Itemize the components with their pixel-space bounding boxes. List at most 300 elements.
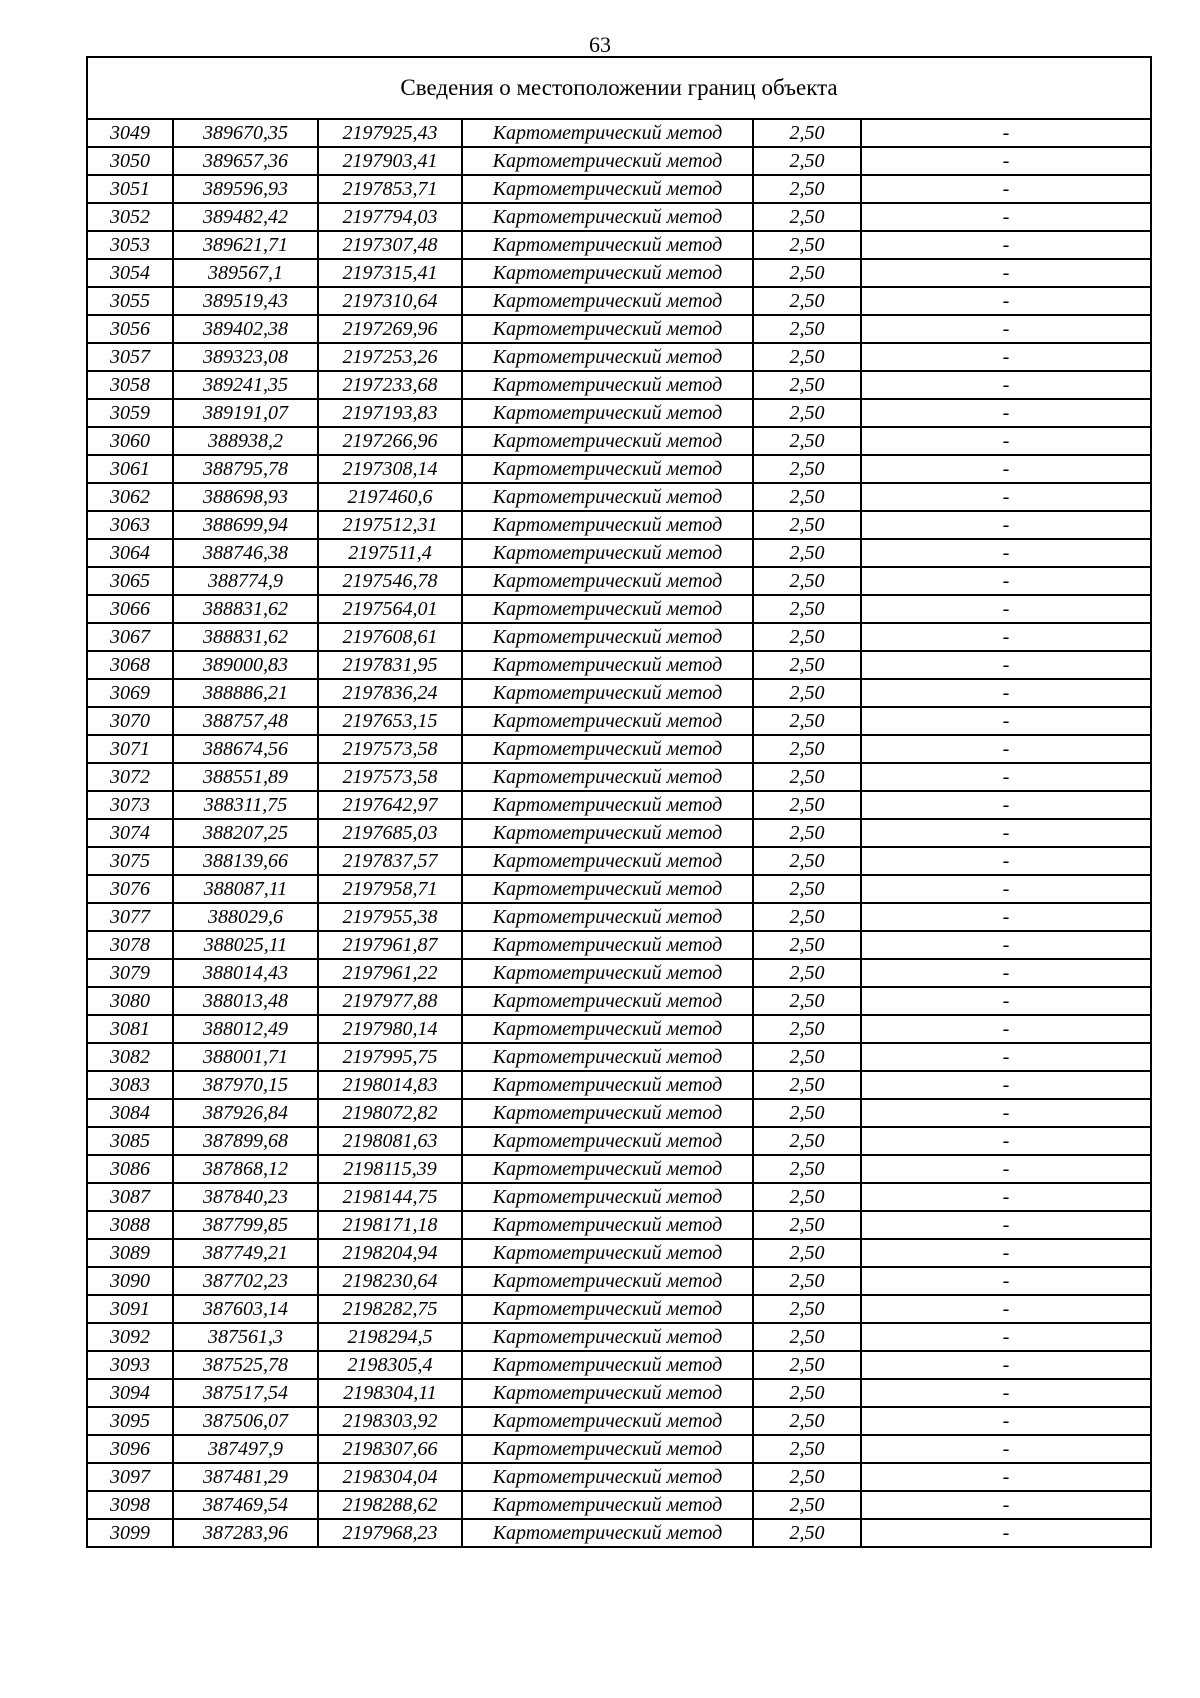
method-cell: Картометрический метод (462, 1127, 753, 1155)
y-coordinate-cell: 2198144,75 (318, 1183, 462, 1211)
y-coordinate-cell: 2198282,75 (318, 1295, 462, 1323)
point-number-cell: 3072 (87, 763, 173, 791)
description-cell: - (861, 259, 1151, 287)
description-cell: - (861, 119, 1151, 147)
table-row (87, 1351, 1151, 1379)
table-row (87, 623, 1151, 651)
x-coordinate-cell: 387926,84 (173, 1099, 318, 1127)
accuracy-cell: 2,50 (753, 483, 861, 511)
method-cell: Картометрический метод (462, 1491, 753, 1519)
x-coordinate-cell: 387603,14 (173, 1295, 318, 1323)
table-row (87, 119, 1151, 147)
description-cell: - (861, 847, 1151, 875)
point-number-cell: 3055 (87, 287, 173, 315)
accuracy-cell: 2,50 (753, 791, 861, 819)
accuracy-cell: 2,50 (753, 1407, 861, 1435)
x-coordinate-cell: 389191,07 (173, 399, 318, 427)
accuracy-cell: 2,50 (753, 1519, 861, 1547)
table-row (87, 819, 1151, 847)
method-cell: Картометрический метод (462, 791, 753, 819)
x-coordinate-cell: 389657,36 (173, 147, 318, 175)
x-coordinate-cell: 387497,9 (173, 1435, 318, 1463)
y-coordinate-cell: 2198081,63 (318, 1127, 462, 1155)
method-cell: Картометрический метод (462, 651, 753, 679)
method-cell: Картометрический метод (462, 259, 753, 287)
y-coordinate-cell: 2198204,94 (318, 1239, 462, 1267)
x-coordinate-cell: 387702,23 (173, 1267, 318, 1295)
method-cell: Картометрический метод (462, 1435, 753, 1463)
y-coordinate-cell: 2197961,22 (318, 959, 462, 987)
table-row (87, 259, 1151, 287)
accuracy-cell: 2,50 (753, 595, 861, 623)
x-coordinate-cell: 387517,54 (173, 1379, 318, 1407)
description-cell: - (861, 483, 1151, 511)
table-row (87, 287, 1151, 315)
accuracy-cell: 2,50 (753, 819, 861, 847)
method-cell: Картометрический метод (462, 1015, 753, 1043)
boundary-coordinates-table (86, 56, 1152, 1548)
y-coordinate-cell: 2198294,5 (318, 1323, 462, 1351)
x-coordinate-cell: 388139,66 (173, 847, 318, 875)
accuracy-cell: 2,50 (753, 1463, 861, 1491)
accuracy-cell: 2,50 (753, 315, 861, 343)
description-cell: - (861, 539, 1151, 567)
accuracy-cell: 2,50 (753, 1267, 861, 1295)
description-cell: - (861, 1015, 1151, 1043)
point-number-cell: 3082 (87, 1043, 173, 1071)
description-cell: - (861, 1379, 1151, 1407)
accuracy-cell: 2,50 (753, 371, 861, 399)
description-cell: - (861, 371, 1151, 399)
x-coordinate-cell: 388746,38 (173, 539, 318, 567)
description-cell: - (861, 567, 1151, 595)
table-row (87, 1295, 1151, 1323)
accuracy-cell: 2,50 (753, 987, 861, 1015)
description-cell: - (861, 455, 1151, 483)
x-coordinate-cell: 387506,07 (173, 1407, 318, 1435)
accuracy-cell: 2,50 (753, 1211, 861, 1239)
y-coordinate-cell: 2198171,18 (318, 1211, 462, 1239)
method-cell: Картометрический метод (462, 1519, 753, 1547)
description-cell: - (861, 1071, 1151, 1099)
description-cell: - (861, 679, 1151, 707)
accuracy-cell: 2,50 (753, 399, 861, 427)
x-coordinate-cell: 388087,11 (173, 875, 318, 903)
y-coordinate-cell: 2198115,39 (318, 1155, 462, 1183)
table-row (87, 987, 1151, 1015)
accuracy-cell: 2,50 (753, 1323, 861, 1351)
y-coordinate-cell: 2198303,92 (318, 1407, 462, 1435)
point-number-cell: 3078 (87, 931, 173, 959)
method-cell: Картометрический метод (462, 175, 753, 203)
method-cell: Картометрический метод (462, 1267, 753, 1295)
table-row (87, 847, 1151, 875)
accuracy-cell: 2,50 (753, 175, 861, 203)
point-number-cell: 3062 (87, 483, 173, 511)
accuracy-cell: 2,50 (753, 679, 861, 707)
y-coordinate-cell: 2197315,41 (318, 259, 462, 287)
description-cell: - (861, 399, 1151, 427)
method-cell: Картометрический метод (462, 427, 753, 455)
method-cell: Картометрический метод (462, 203, 753, 231)
x-coordinate-cell: 388831,62 (173, 595, 318, 623)
description-cell: - (861, 1267, 1151, 1295)
description-cell: - (861, 1519, 1151, 1547)
accuracy-cell: 2,50 (753, 259, 861, 287)
point-number-cell: 3067 (87, 623, 173, 651)
table-row (87, 595, 1151, 623)
description-cell: - (861, 623, 1151, 651)
method-cell: Картометрический метод (462, 763, 753, 791)
accuracy-cell: 2,50 (753, 455, 861, 483)
description-cell: - (861, 791, 1151, 819)
x-coordinate-cell: 389621,71 (173, 231, 318, 259)
x-coordinate-cell: 388774,9 (173, 567, 318, 595)
point-number-cell: 3070 (87, 707, 173, 735)
accuracy-cell: 2,50 (753, 539, 861, 567)
method-cell: Картометрический метод (462, 903, 753, 931)
accuracy-cell: 2,50 (753, 847, 861, 875)
description-cell: - (861, 287, 1151, 315)
method-cell: Картометрический метод (462, 455, 753, 483)
table-row (87, 483, 1151, 511)
y-coordinate-cell: 2197608,61 (318, 623, 462, 651)
x-coordinate-cell: 388013,48 (173, 987, 318, 1015)
table-row (87, 1239, 1151, 1267)
accuracy-cell: 2,50 (753, 931, 861, 959)
point-number-cell: 3080 (87, 987, 173, 1015)
table-row (87, 763, 1151, 791)
y-coordinate-cell: 2197853,71 (318, 175, 462, 203)
description-cell: - (861, 1043, 1151, 1071)
accuracy-cell: 2,50 (753, 427, 861, 455)
point-number-cell: 3059 (87, 399, 173, 427)
point-number-cell: 3091 (87, 1295, 173, 1323)
method-cell: Картометрический метод (462, 1211, 753, 1239)
table-row (87, 399, 1151, 427)
method-cell: Картометрический метод (462, 483, 753, 511)
point-number-cell: 3083 (87, 1071, 173, 1099)
description-cell: - (861, 1491, 1151, 1519)
x-coordinate-cell: 388029,6 (173, 903, 318, 931)
accuracy-cell: 2,50 (753, 1099, 861, 1127)
point-number-cell: 3063 (87, 511, 173, 539)
point-number-cell: 3079 (87, 959, 173, 987)
description-cell: - (861, 203, 1151, 231)
point-number-cell: 3093 (87, 1351, 173, 1379)
accuracy-cell: 2,50 (753, 1295, 861, 1323)
point-number-cell: 3068 (87, 651, 173, 679)
table-row (87, 1071, 1151, 1099)
x-coordinate-cell: 388886,21 (173, 679, 318, 707)
accuracy-cell: 2,50 (753, 1379, 861, 1407)
description-cell: - (861, 903, 1151, 931)
y-coordinate-cell: 2197460,6 (318, 483, 462, 511)
point-number-cell: 3065 (87, 567, 173, 595)
x-coordinate-cell: 388311,75 (173, 791, 318, 819)
y-coordinate-cell: 2197995,75 (318, 1043, 462, 1071)
y-coordinate-cell: 2197955,38 (318, 903, 462, 931)
description-cell: - (861, 1463, 1151, 1491)
point-number-cell: 3066 (87, 595, 173, 623)
x-coordinate-cell: 389323,08 (173, 343, 318, 371)
table-row (87, 1323, 1151, 1351)
x-coordinate-cell: 389596,93 (173, 175, 318, 203)
point-number-cell: 3089 (87, 1239, 173, 1267)
point-number-cell: 3094 (87, 1379, 173, 1407)
accuracy-cell: 2,50 (753, 343, 861, 371)
method-cell: Картометрический метод (462, 847, 753, 875)
x-coordinate-cell: 388025,11 (173, 931, 318, 959)
y-coordinate-cell: 2197958,71 (318, 875, 462, 903)
x-coordinate-cell: 389402,38 (173, 315, 318, 343)
description-cell: - (861, 511, 1151, 539)
y-coordinate-cell: 2197961,87 (318, 931, 462, 959)
method-cell: Картометрический метод (462, 875, 753, 903)
point-number-cell: 3051 (87, 175, 173, 203)
table-row (87, 903, 1151, 931)
point-number-cell: 3058 (87, 371, 173, 399)
accuracy-cell: 2,50 (753, 1015, 861, 1043)
y-coordinate-cell: 2197308,14 (318, 455, 462, 483)
method-cell: Картометрический метод (462, 1099, 753, 1127)
point-number-cell: 3088 (87, 1211, 173, 1239)
table-row (87, 1155, 1151, 1183)
point-number-cell: 3069 (87, 679, 173, 707)
description-cell: - (861, 1183, 1151, 1211)
y-coordinate-cell: 2197193,83 (318, 399, 462, 427)
description-cell: - (861, 1099, 1151, 1127)
accuracy-cell: 2,50 (753, 1043, 861, 1071)
description-cell: - (861, 707, 1151, 735)
x-coordinate-cell: 388012,49 (173, 1015, 318, 1043)
y-coordinate-cell: 2197980,14 (318, 1015, 462, 1043)
description-cell: - (861, 875, 1151, 903)
point-number-cell: 3092 (87, 1323, 173, 1351)
table-row (87, 539, 1151, 567)
point-number-cell: 3077 (87, 903, 173, 931)
point-number-cell: 3049 (87, 119, 173, 147)
description-cell: - (861, 427, 1151, 455)
accuracy-cell: 2,50 (753, 1127, 861, 1155)
description-cell: - (861, 147, 1151, 175)
description-cell: - (861, 651, 1151, 679)
x-coordinate-cell: 389000,83 (173, 651, 318, 679)
x-coordinate-cell: 387481,29 (173, 1463, 318, 1491)
y-coordinate-cell: 2197794,03 (318, 203, 462, 231)
point-number-cell: 3076 (87, 875, 173, 903)
method-cell: Картометрический метод (462, 231, 753, 259)
table-row (87, 679, 1151, 707)
point-number-cell: 3095 (87, 1407, 173, 1435)
description-cell: - (861, 231, 1151, 259)
point-number-cell: 3087 (87, 1183, 173, 1211)
point-number-cell: 3057 (87, 343, 173, 371)
method-cell: Картометрический метод (462, 567, 753, 595)
table-row (87, 707, 1151, 735)
point-number-cell: 3064 (87, 539, 173, 567)
y-coordinate-cell: 2197269,96 (318, 315, 462, 343)
x-coordinate-cell: 387283,96 (173, 1519, 318, 1547)
point-number-cell: 3052 (87, 203, 173, 231)
description-cell: - (861, 1323, 1151, 1351)
x-coordinate-cell: 389482,42 (173, 203, 318, 231)
method-cell: Картометрический метод (462, 987, 753, 1015)
y-coordinate-cell: 2197573,58 (318, 763, 462, 791)
x-coordinate-cell: 389670,35 (173, 119, 318, 147)
accuracy-cell: 2,50 (753, 735, 861, 763)
description-cell: - (861, 175, 1151, 203)
y-coordinate-cell: 2197233,68 (318, 371, 462, 399)
x-coordinate-cell: 387469,54 (173, 1491, 318, 1519)
y-coordinate-cell: 2197512,31 (318, 511, 462, 539)
point-number-cell: 3054 (87, 259, 173, 287)
method-cell: Картометрический метод (462, 679, 753, 707)
y-coordinate-cell: 2198304,11 (318, 1379, 462, 1407)
point-number-cell: 3071 (87, 735, 173, 763)
method-cell: Картометрический метод (462, 735, 753, 763)
description-cell: - (861, 1435, 1151, 1463)
table-body (87, 119, 1151, 1547)
method-cell: Картометрический метод (462, 1463, 753, 1491)
table-row (87, 1379, 1151, 1407)
point-number-cell: 3053 (87, 231, 173, 259)
y-coordinate-cell: 2197968,23 (318, 1519, 462, 1547)
y-coordinate-cell: 2197903,41 (318, 147, 462, 175)
x-coordinate-cell: 387799,85 (173, 1211, 318, 1239)
method-cell: Картометрический метод (462, 371, 753, 399)
method-cell: Картометрический метод (462, 1183, 753, 1211)
x-coordinate-cell: 388757,48 (173, 707, 318, 735)
x-coordinate-cell: 387868,12 (173, 1155, 318, 1183)
accuracy-cell: 2,50 (753, 707, 861, 735)
y-coordinate-cell: 2198305,4 (318, 1351, 462, 1379)
point-number-cell: 3099 (87, 1519, 173, 1547)
accuracy-cell: 2,50 (753, 1351, 861, 1379)
table-row (87, 1015, 1151, 1043)
x-coordinate-cell: 387970,15 (173, 1071, 318, 1099)
table-row (87, 1267, 1151, 1295)
x-coordinate-cell: 389567,1 (173, 259, 318, 287)
x-coordinate-cell: 387899,68 (173, 1127, 318, 1155)
table-row (87, 231, 1151, 259)
y-coordinate-cell: 2197653,15 (318, 707, 462, 735)
table-row (87, 511, 1151, 539)
y-coordinate-cell: 2197685,03 (318, 819, 462, 847)
accuracy-cell: 2,50 (753, 203, 861, 231)
point-number-cell: 3060 (87, 427, 173, 455)
accuracy-cell: 2,50 (753, 511, 861, 539)
y-coordinate-cell: 2197837,57 (318, 847, 462, 875)
accuracy-cell: 2,50 (753, 147, 861, 175)
point-number-cell: 3086 (87, 1155, 173, 1183)
method-cell: Картометрический метод (462, 595, 753, 623)
description-cell: - (861, 595, 1151, 623)
method-cell: Картометрический метод (462, 287, 753, 315)
accuracy-cell: 2,50 (753, 651, 861, 679)
method-cell: Картометрический метод (462, 119, 753, 147)
x-coordinate-cell: 387525,78 (173, 1351, 318, 1379)
accuracy-cell: 2,50 (753, 287, 861, 315)
point-number-cell: 3074 (87, 819, 173, 847)
y-coordinate-cell: 2197831,95 (318, 651, 462, 679)
accuracy-cell: 2,50 (753, 875, 861, 903)
table-row (87, 315, 1151, 343)
y-coordinate-cell: 2198307,66 (318, 1435, 462, 1463)
y-coordinate-cell: 2197546,78 (318, 567, 462, 595)
y-coordinate-cell: 2197573,58 (318, 735, 462, 763)
table-row (87, 959, 1151, 987)
y-coordinate-cell: 2198014,83 (318, 1071, 462, 1099)
x-coordinate-cell: 388795,78 (173, 455, 318, 483)
x-coordinate-cell: 387561,3 (173, 1323, 318, 1351)
y-coordinate-cell: 2197266,96 (318, 427, 462, 455)
table-row (87, 931, 1151, 959)
accuracy-cell: 2,50 (753, 119, 861, 147)
accuracy-cell: 2,50 (753, 1435, 861, 1463)
point-number-cell: 3084 (87, 1099, 173, 1127)
x-coordinate-cell: 388698,93 (173, 483, 318, 511)
table-row (87, 1127, 1151, 1155)
x-coordinate-cell: 388938,2 (173, 427, 318, 455)
table-row (87, 651, 1151, 679)
point-number-cell: 3085 (87, 1127, 173, 1155)
table-title-row (87, 57, 1151, 119)
page-number: 63 (589, 32, 611, 57)
method-cell: Картометрический метод (462, 1043, 753, 1071)
method-cell: Картометрический метод (462, 1323, 753, 1351)
x-coordinate-cell: 388207,25 (173, 819, 318, 847)
description-cell: - (861, 343, 1151, 371)
point-number-cell: 3098 (87, 1491, 173, 1519)
table-row (87, 1407, 1151, 1435)
table-row (87, 1099, 1151, 1127)
description-cell: - (861, 735, 1151, 763)
accuracy-cell: 2,50 (753, 1071, 861, 1099)
description-cell: - (861, 959, 1151, 987)
table-row (87, 1491, 1151, 1519)
table-row (87, 1435, 1151, 1463)
point-number-cell: 3075 (87, 847, 173, 875)
point-number-cell: 3056 (87, 315, 173, 343)
method-cell: Картометрический метод (462, 1155, 753, 1183)
x-coordinate-cell: 389241,35 (173, 371, 318, 399)
method-cell: Картометрический метод (462, 1407, 753, 1435)
method-cell: Картометрический метод (462, 511, 753, 539)
y-coordinate-cell: 2198288,62 (318, 1491, 462, 1519)
y-coordinate-cell: 2197836,24 (318, 679, 462, 707)
y-coordinate-cell: 2197642,97 (318, 791, 462, 819)
x-coordinate-cell: 389519,43 (173, 287, 318, 315)
accuracy-cell: 2,50 (753, 1239, 861, 1267)
table-row (87, 1463, 1151, 1491)
y-coordinate-cell: 2198072,82 (318, 1099, 462, 1127)
table-row (87, 1211, 1151, 1239)
table-row (87, 175, 1151, 203)
accuracy-cell: 2,50 (753, 567, 861, 595)
point-number-cell: 3090 (87, 1267, 173, 1295)
x-coordinate-cell: 388001,71 (173, 1043, 318, 1071)
table-row (87, 427, 1151, 455)
y-coordinate-cell: 2197511,4 (318, 539, 462, 567)
x-coordinate-cell: 387840,23 (173, 1183, 318, 1211)
method-cell: Картометрический метод (462, 399, 753, 427)
accuracy-cell: 2,50 (753, 1491, 861, 1519)
table-row (87, 343, 1151, 371)
method-cell: Картометрический метод (462, 315, 753, 343)
method-cell: Картометрический метод (462, 819, 753, 847)
table-title: Сведения о местоположении границ объекта (87, 57, 1151, 119)
